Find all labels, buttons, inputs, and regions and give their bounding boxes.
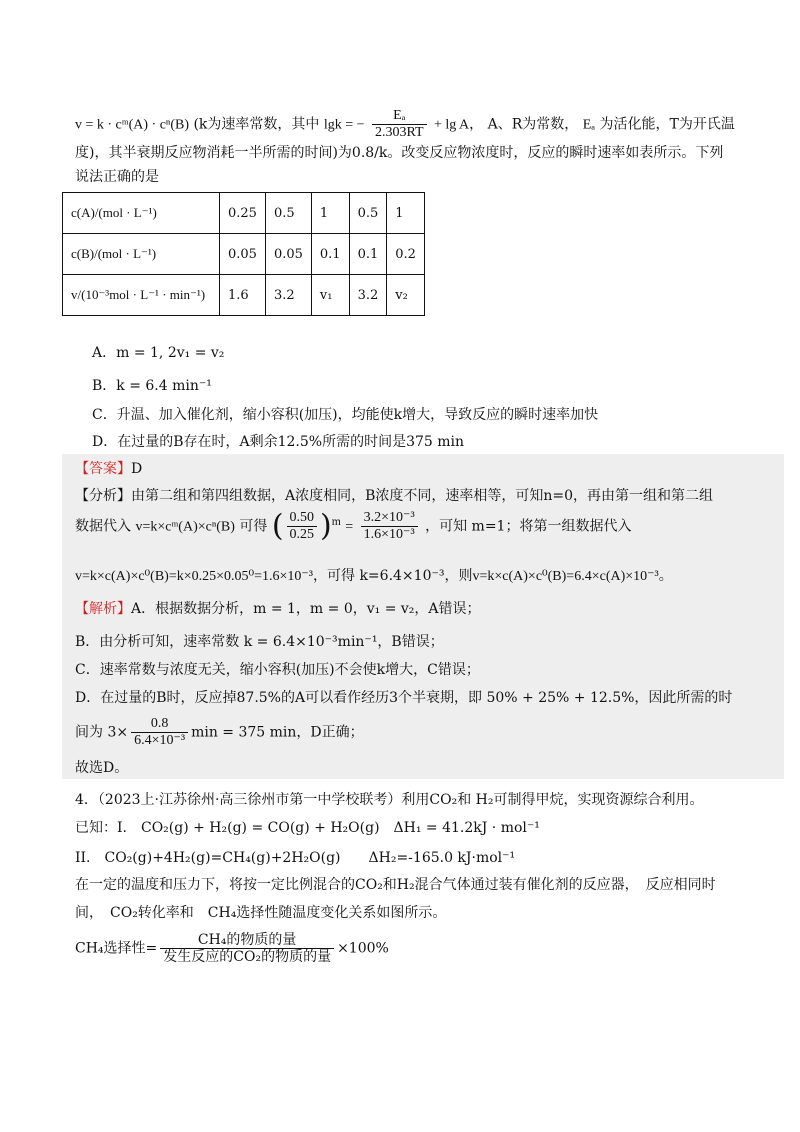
answer-value: D xyxy=(131,461,143,477)
analysis-line-3: v=k×c(A)×c⁰(B)=k×0.25×0.05⁰=1.6×10⁻³，可得 k=6.4×10⁻³，则v=k×c(A)×c⁰(B)=6.4×c(A)×10⁻³。 xyxy=(75,568,673,584)
table-row: c(B)/(mol · L⁻¹) 0.05 0.05 0.1 0.1 0.2 xyxy=(63,234,425,275)
rate-ratio: $\frac{\text{3.2×10⁻³}}{\text{1.6×10⁻³}}$ xyxy=(361,510,418,543)
answer-line xyxy=(75,459,142,479)
explanation-line-a: 【解析】A．根据数据分析，m = 1，m = 0，v₁ = v₂，A错误； xyxy=(75,601,481,617)
time-fraction: $\frac{0.8}{\text{6.4×10⁻³}}$ xyxy=(131,716,188,749)
explanation-line-b: B．由分析可知，速率常数 k = 6.4×10⁻³min⁻¹，B错误； xyxy=(75,634,444,650)
explanation-tag: 【解析】 xyxy=(75,601,131,617)
rate-data-table xyxy=(62,192,425,316)
explanation-line-d2: 间为 3× $\frac{0.8}{\text{6.4×10⁻³}}$ min = 375 min，D正确； xyxy=(75,716,364,748)
option-b: B．k = 6.4 min⁻¹ xyxy=(92,378,212,394)
option-d: D．在过量的B存在时，A剩余12.5%所需的时间是375 min xyxy=(92,434,465,450)
intro-line-1: v = k · cᵐ(A) · cⁿ(B) (k为速率常数，其中 lgk = − $\frac{\text{Eₐ}}{2.303RT}$ + lg A， A、R为常数， Eₐ 为活化能，T为开氏温 xyxy=(75,108,735,140)
selectivity-formula: CH₄选择性= $\frac{\text{CH₄的物质的量}}{\text{发生反应的CO₂的物质的量}}$ ×100% xyxy=(75,932,389,965)
q4-line-4: 在一定的温度和压力下，将按一定比例混合的CO₂和H₂混合气体通过装有催化剂的反应器， 反应相同时 xyxy=(75,877,716,893)
analysis-tag: 【分析】 xyxy=(75,488,131,504)
intro-line-2: 度)，其半衰期反应物消耗一半所需的时间)为0.8/k。改变反应物浓度时，反应的瞬时速率如表所示。下列 xyxy=(75,145,724,161)
selectivity-fraction: $\frac{\text{CH₄的物质的量}}{\text{发生反应的CO₂的物质的量}}$ xyxy=(160,932,334,965)
table-row: v/(10⁻³mol · L⁻¹ · min⁻¹) 1.6 3.2 v₁ 3.2 v₂ xyxy=(63,275,425,316)
q4-line-2: 已知：I. CO₂(g) + H₂(g) = CO(g) + H₂O(g) ΔH₁ = 41.2kJ · mol⁻¹ xyxy=(75,820,540,836)
explanation-line-d1: D．在过量的B时，反应掉87.5%的A可以看作经历3个半衰期，即 50% + 25% + 12.5%，因此所需的时 xyxy=(75,690,733,706)
answer-tag: 【答案】 xyxy=(75,461,131,477)
intro-line-3: 说法正确的是 xyxy=(75,169,159,185)
q4-line-3: II. CO₂(g)+4H₂(g)=CH₄(g)+2H₂O(g) ΔH₂=-165.0 kJ·mol⁻¹ xyxy=(75,850,516,866)
concentration-ratio: $\frac{0.50}{0.25}$ xyxy=(287,510,318,543)
q4-line-5: 间， CO₂转化率和 CH₄选择性随温度变化关系如图所示。 xyxy=(75,905,447,921)
option-a: A．m = 1, 2v₁ = v₂ xyxy=(92,345,225,361)
explanation-conclusion: 故选D。 xyxy=(75,760,129,776)
analysis-line-2: 数据代入 v=k×cᵐ(A)×cⁿ(B) 可得 ( $\frac{0.50}{0.25}$ )$^m$ = $\frac{\text{3.2×10⁻³}}{\text{1.6×10⁻³}}$ ，可知 m=1；将第一组数据代入 xyxy=(75,508,632,544)
table-row: c(A)/(mol · L⁻¹) 0.25 0.5 1 0.5 1 xyxy=(63,193,425,234)
option-c: C．升温、加入催化剂，缩小容积(加压)，均能使k增大，导致反应的瞬时速率加快 xyxy=(92,407,599,423)
q4-line-1: 4．（2023上·江苏徐州·高三徐州市第一中学校联考）利用CO₂和 H₂可制得甲烷，实现资源综合利用。 xyxy=(75,792,704,808)
rate-law-formula: v = k · cᵐ(A) · cⁿ(B) xyxy=(75,117,189,133)
analysis-line-1: 【分析】由第二组和第四组数据，A浓度相同，B浓度不同，速率相等，可知n=0，再由第一组和第二组 xyxy=(75,488,714,504)
explanation-line-c: C．速率常数与浓度无关，缩小容积(加压)不会使k增大，C错误； xyxy=(75,662,480,678)
arrhenius-fraction: $\frac{\text{Eₐ}}{2.303RT}$ xyxy=(372,108,427,141)
